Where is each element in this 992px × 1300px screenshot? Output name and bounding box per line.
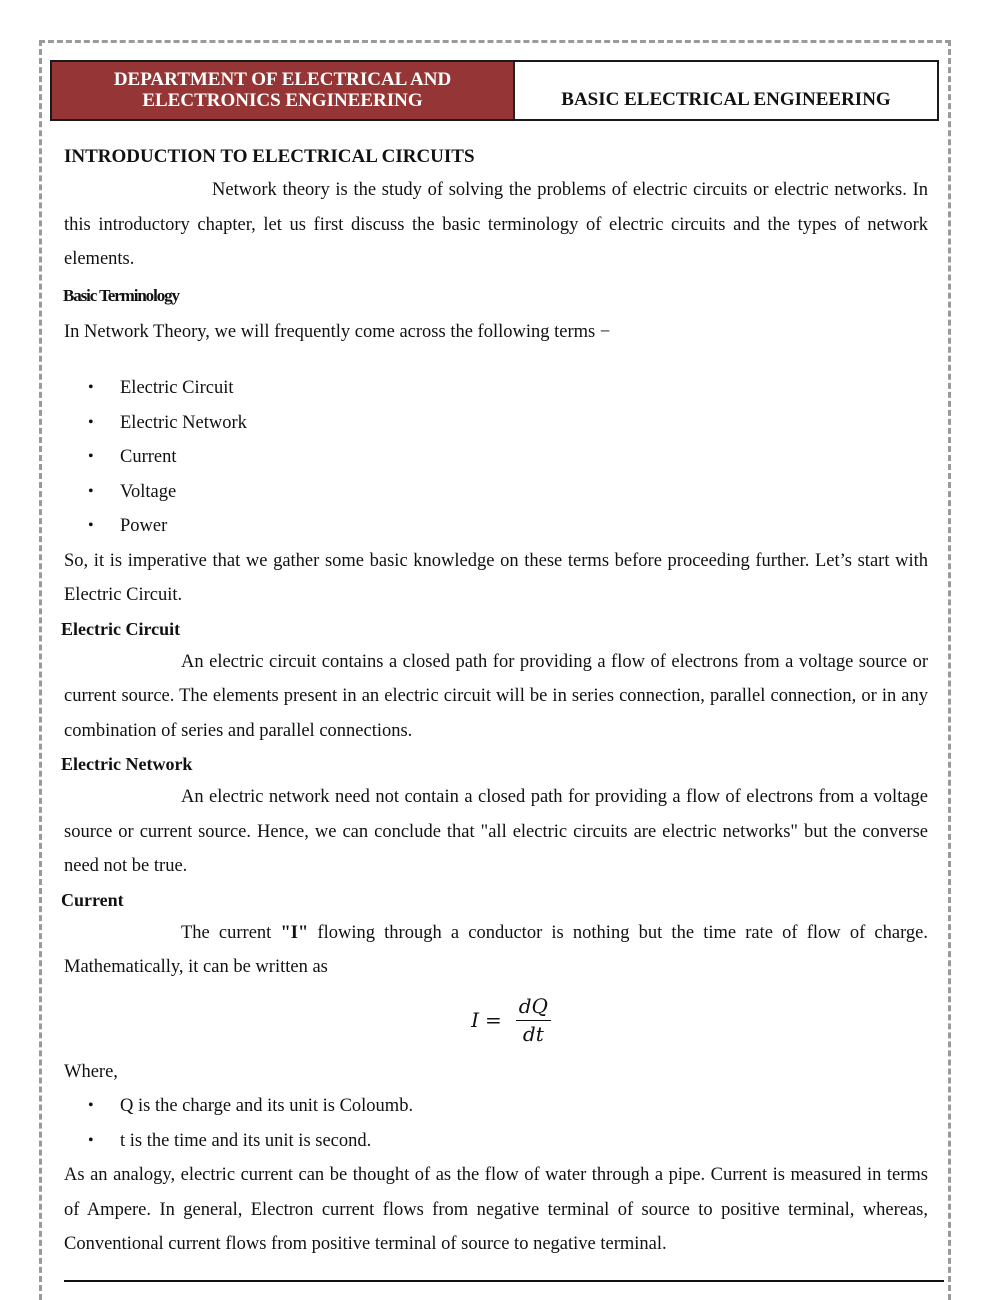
current-formula — [94, 985, 928, 1055]
page-header — [50, 60, 939, 121]
formula-numerator: dQ — [516, 994, 551, 1021]
page-title: INTRODUCTION TO ELECTRICAL CIRCUITS — [64, 146, 475, 167]
document-body — [61, 143, 928, 1262]
heading-current: Current — [61, 889, 124, 910]
list-item: • Power — [64, 509, 928, 544]
formula-lhs: I — [471, 1007, 479, 1032]
current-text-pre: The current — [181, 922, 281, 943]
current-symbol: "I" — [280, 922, 309, 943]
list-item: • Q is the charge and its unit is Coloumb. — [64, 1089, 928, 1124]
list-item: • Electric Circuit — [64, 371, 928, 406]
list-item: • Voltage — [64, 475, 928, 510]
formula-equals: = — [484, 1007, 502, 1032]
list-item: • Electric Network — [64, 406, 928, 441]
department-line-1: DEPARTMENT OF ELECTRICAL AND — [113, 68, 452, 90]
where-label: Where, — [64, 1061, 118, 1082]
terminology-follow-up: So, it is imperative that we gather some basic knowledge on these terms before proceeding further. Let’s start with Electric Circuit. — [64, 550, 928, 605]
electric-circuit-paragraph: An electric circuit contains a closed path for providing a flow of electrons from a voltage source or current source. The elements present in an electric circuit will be in series connection, parallel connection, or in any combination of series and parallel connections. — [64, 651, 928, 741]
list-item: • t is the time and its unit is second. — [64, 1124, 928, 1159]
department-line-2: ELECTRONICS ENGINEERING — [142, 89, 423, 111]
list-item: • Current — [64, 440, 928, 475]
formula-denominator: dt — [522, 1021, 544, 1046]
heading-electric-network: Electric Network — [61, 754, 193, 774]
formula-fraction — [516, 994, 551, 1046]
course-title: BASIC ELECTRICAL ENGINEERING — [561, 89, 891, 110]
analogy-paragraph: As an analogy, electric current can be thought of as the flow of water through a pipe. Current is measured in terms of Ampere. In general, Electron current flows from negative terminal of source to positive terminal, whereas, Conventional current flows from positive terminal of source to negative terminal. — [64, 1165, 928, 1254]
heading-electric-circuit: Electric Circuit — [61, 618, 181, 639]
heading-basic-terminology: Basic Terminology — [63, 285, 179, 305]
definitions-list — [64, 1089, 928, 1158]
department-banner — [52, 62, 515, 119]
intro-paragraph: Network theory is the study of solving the problems of electric circuits or electric networks. In this introductory chapter, let us first discuss the basic terminology of electric circuits and the types of network elements. — [64, 180, 928, 269]
electric-network-paragraph: An electric network need not contain a closed path for providing a flow of electrons from a voltage source or current source. Hence, we can conclude that "all electric circuits are electric networks" but the converse need not be true. — [64, 787, 928, 876]
current-paragraph — [64, 916, 928, 985]
terms-list — [64, 371, 928, 544]
bottom-rule — [64, 1280, 944, 1282]
terminology-lead: In Network Theory, we will frequently come across the following terms − — [64, 321, 611, 342]
current-text-post: flowing through a conductor is nothing but the time rate of flow of charge. Mathematically, it can be written as — [64, 922, 928, 977]
